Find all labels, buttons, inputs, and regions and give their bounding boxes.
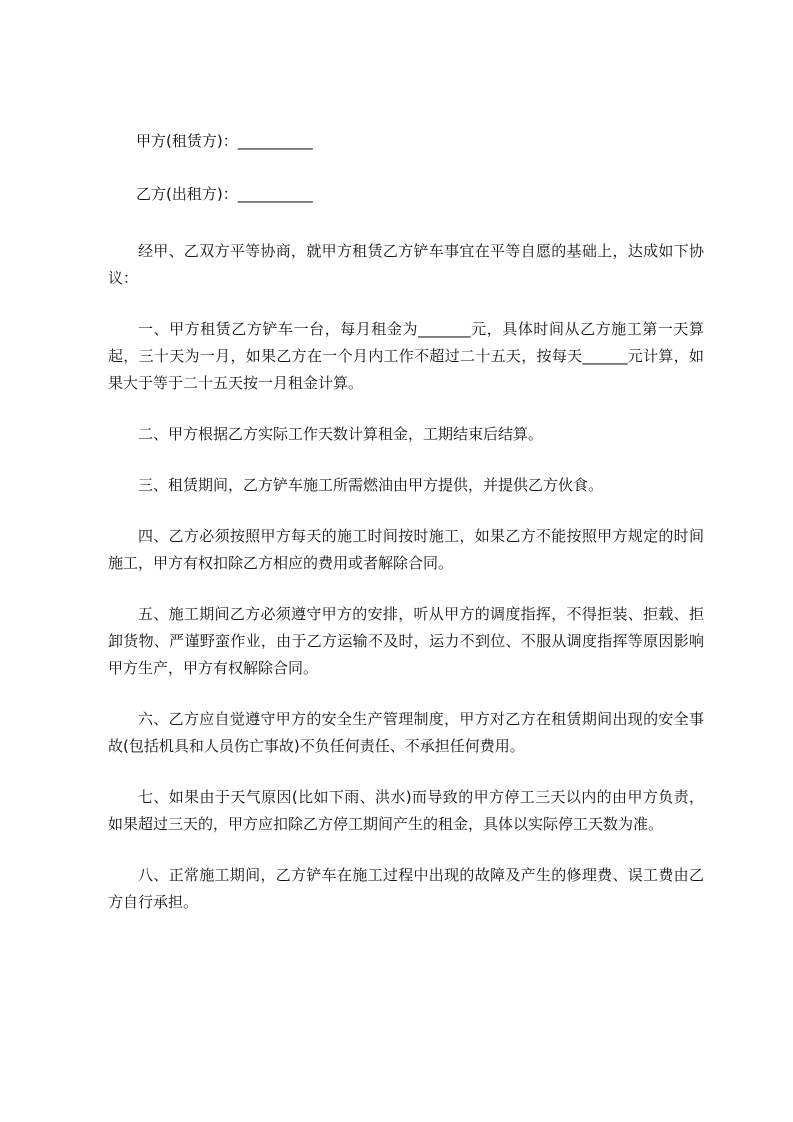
clause-7-paragraph: 七、如果由于天气原因(比如下雨、洪水)而导致的甲方停工三天以内的由甲方负责，如果超过三天的，甲方应扣除乙方停工期间产生的租金，具体以实际停工天数为准。 — [108, 788, 704, 833]
clause-3-paragraph: 三、租赁期间，乙方铲车施工所需燃油由甲方提供，并提供乙方伙食。 — [138, 476, 604, 494]
clause-1-paragraph: 一、甲方租赁乙方铲车一台，每月租金为_______元，具体时间从乙方施工第一天算起，三十天为一月，如果乙方在一个月内工作不超过二十五天，按每天______元计算，如果大于等于二十五天按一月租金计算。 — [108, 320, 704, 392]
contract-body — [108, 128, 704, 940]
party-a-line: 甲方(租赁方)：__________ — [136, 132, 313, 150]
party-b-line: 乙方(出租方)：__________ — [136, 185, 313, 203]
clause-5-paragraph: 五、施工期间乙方必须遵守甲方的安排，听从甲方的调度指挥，不得拒装、拒载、拒卸货物、严谨野蛮作业，由于乙方运输不及时，运力不到位、不服从调度指挥等原因影响甲方生产，甲方有权解除合同。 — [108, 605, 704, 677]
clause-2-paragraph: 二、甲方根据乙方实际工作天数计算租金，工期结束后结算。 — [138, 425, 544, 443]
clause-6-paragraph: 六、乙方应自觉遵守甲方的安全生产管理制度，甲方对乙方在租赁期间出现的安全事故(包括机具和人员伤亡事故)不负任何责任、不承担任何费用。 — [108, 710, 704, 755]
clause-4-paragraph: 四、乙方必须按照甲方每天的施工时间按时施工，如果乙方不能按照甲方规定的时间施工，甲方有权扣除乙方相应的费用或者解除合同。 — [108, 527, 704, 572]
clause-8-paragraph: 八、正常施工期间，乙方铲车在施工过程中出现的故障及产生的修理费、误工费由乙方自行承担。 — [108, 866, 704, 911]
intro-paragraph: 经甲、乙双方平等协商，就甲方租赁乙方铲车事宜在平等自愿的基础上，达成如下协议： — [108, 242, 704, 287]
